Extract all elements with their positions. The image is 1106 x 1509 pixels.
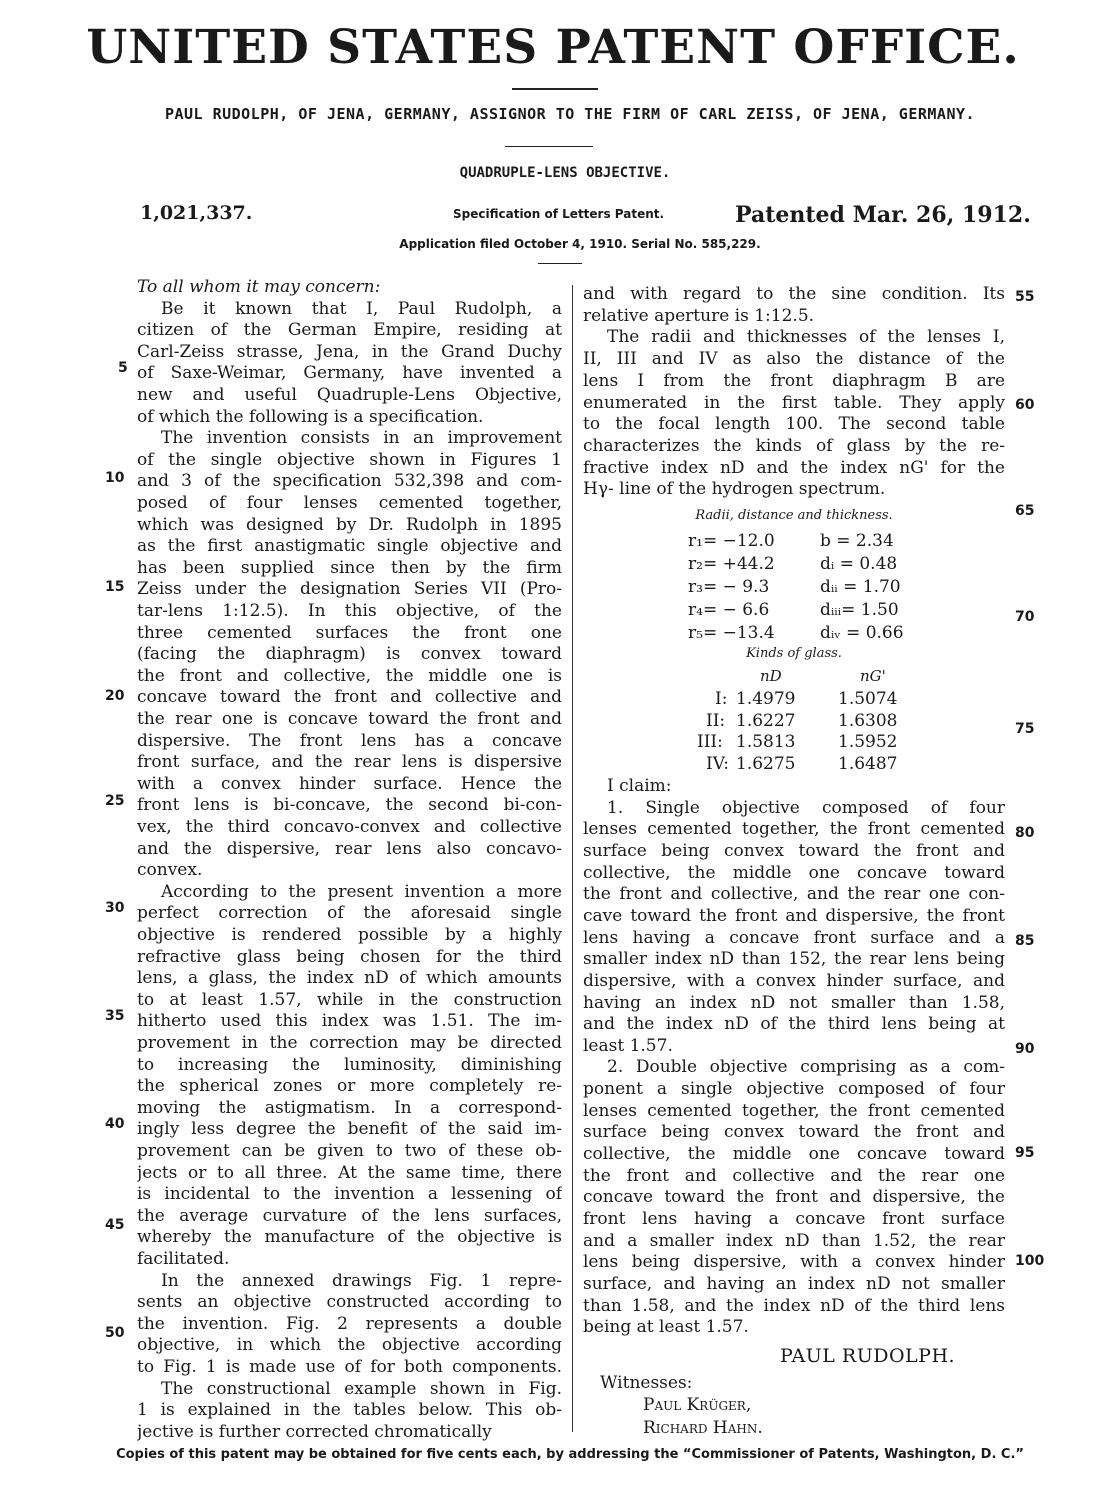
line-number: 25 [105,793,125,809]
line-number: 55 [1015,289,1035,305]
text-line: The radii and thicknesses of the lenses I, [607,327,1005,348]
glass-table-title: Kinds of glass. [746,646,842,661]
inventor-signature: PAUL RUDOLPH. [780,1345,956,1367]
text-line: Carl-Zeiss strasse, Jena, in the Grand Duchy [137,341,562,362]
assignment-rule [505,146,593,147]
text-line: new and useful Quadruple-Lens Objective, [137,385,562,405]
text-line: concave toward the front and collective and [137,687,562,708]
text-line: jects or to all three. At the same time, there [137,1162,562,1183]
text-line: surface being convex toward the front and [583,840,1005,861]
radius-cell: r₃= − 9.3 [688,577,770,597]
text-line: lenses cemented together, the front cemented [583,819,1005,840]
text-line: and a smaller index nD than 1.52, the rear [583,1230,1005,1251]
text-line: 1. Single objective composed of four [607,797,1005,818]
text-line: refractive glass being chosen for the third [137,946,562,967]
glass-ng-value: 1.6487 [838,753,898,774]
line-number: 45 [105,1217,125,1233]
column-divider [572,285,573,1432]
thickness-cell: dᵢᵥ = 0.66 [820,623,904,643]
text-line: being at least 1.57. [583,1317,749,1338]
glass-lens-label: IV: [706,753,730,774]
text-line: citizen of the German Empire, residing at [137,320,562,341]
text-line: least 1.57. [583,1035,673,1056]
text-line: objective is rendered possible by a highly [137,925,562,945]
specification-label: Specification of Letters Patent. [453,207,665,221]
text-line: smaller index nD than 152, the rear lens being [583,949,1005,970]
text-line: and the index nD of the third lens being at [583,1014,1005,1035]
text-line: the front and collective, and the rear one con- [583,884,1005,905]
text-line: and 3 of the specification 532,398 and com- [137,471,562,492]
text-line: cave toward the front and dispersive, the front [583,905,1005,926]
assignment-line: PAUL RUDOLPH, OF JENA, GERMANY, ASSIGNOR TO THE FIRM OF CARL ZEISS, OF JENA, GERMANY. [164,105,976,123]
text-line: the spherical zones or more completely re- [137,1076,562,1097]
text-line: lens I from the front diaphragm B are [583,370,1005,391]
line-number: 20 [105,688,125,704]
text-line: hitherto used this index was 1.51. The im- [137,1011,562,1032]
text-line: According to the present invention a more [161,881,562,902]
text-line: to the focal length 100. The second table [583,414,1005,435]
text-line: lens having a concave front surface and a [583,927,1005,948]
text-line: dispersive, with a convex hinder surface, and [583,970,1005,991]
line-number: 5 [118,360,128,376]
thickness-cell: dᵢᵢᵢ= 1.50 [820,600,899,620]
text-line: dispersive. The front lens has a concave [137,730,562,751]
text-line: and with regard to the sine condition. Its [583,284,1005,304]
thickness-cell: dᵢᵢ = 1.70 [820,577,901,597]
witness-name: Richard Hahn. [643,1418,763,1438]
text-line: moving the astigmatism. In a correspond- [137,1097,562,1118]
glass-lens-label: II: [706,710,726,731]
text-line: fractive index nD and the index nG' for the [583,457,1005,478]
text-line: relative aperture is 1:12.5. [583,305,815,326]
text-line: To all whom it may concern: [137,277,381,297]
text-line: lens being dispersive, with a convex hinder [583,1252,1005,1273]
text-line: lenses cemented together, the front cemented [583,1100,1005,1121]
text-line: provement in the correction may be directed [137,1033,562,1053]
line-number: 60 [1015,397,1035,413]
line-number: 65 [1015,503,1035,519]
radius-cell: r₁= −12.0 [688,531,775,551]
text-line: sents an objective constructed according to [137,1292,562,1313]
text-line: posed of four lenses cemented together, [137,493,562,513]
radius-cell: r₂= +44.2 [688,554,775,574]
thickness-cell: dᵢ = 0.48 [820,554,898,574]
text-line: collective, the middle one concave toward [583,1144,1005,1165]
witness-name: Paul Krüger, [643,1395,752,1415]
line-number: 95 [1015,1145,1035,1161]
text-line: surface, and having an index nD not smaller [583,1273,1005,1294]
text-line: front surface, and the rear lens is dispersive [137,752,562,773]
text-line: vex, the third concavo-convex and collective [137,817,562,837]
glass-col-ng: nG' [860,667,886,685]
text-line: the front and collective and the rear one [583,1165,1005,1186]
text-line: In the annexed drawings Fig. 1 repre- [161,1270,562,1291]
office-title: UNITED STATES PATENT OFFICE. [86,20,1020,75]
line-number: 80 [1015,825,1035,841]
text-line: facilitated. [137,1249,230,1269]
footer-note: Copies of this patent may be obtained for five cents each, by addressing the “Commissioner of Patents, Washington, D. C.” [116,1447,1024,1462]
text-line: front lens having a concave front surface [583,1209,1005,1229]
text-line: ponent a single objective composed of four [583,1079,1005,1100]
line-number: 10 [105,470,125,486]
text-line: collective, the middle one concave toward [583,862,1005,883]
text-line: II, III and IV as also the distance of the [583,349,1005,370]
glass-ng-value: 1.5074 [838,689,898,709]
line-number: 15 [105,579,125,595]
glass-nd-value: 1.4979 [736,689,796,709]
text-line: three cemented surfaces the front one [137,622,562,643]
text-line: (facing the diaphragm) is convex toward [137,644,562,665]
text-line: of the single objective shown in Figures 1 [137,449,562,470]
text-line: to at least 1.57, while in the construction [137,989,562,1010]
radius-cell: r₄= − 6.6 [688,600,770,620]
title-rule [512,88,598,90]
glass-ng-value: 1.6308 [838,710,898,731]
glass-lens-label: I: [715,689,728,709]
thickness-cell: b = 2.34 [820,531,894,551]
glass-nd-value: 1.5813 [736,732,796,752]
text-line: than 1.58, and the index nD of the third lens [583,1295,1005,1316]
text-line: The constructional example shown in Fig. [161,1378,562,1399]
text-line: concave toward the front and dispersive, the [583,1187,1005,1208]
application-rule [538,263,582,264]
line-number: 70 [1015,609,1035,625]
patent-number: 1,021,337. [140,202,253,224]
glass-ng-value: 1.5952 [838,732,898,752]
text-line: front lens is bi-concave, the second bi-con- [137,795,562,816]
patented-date: Patented Mar. 26, 1912. [735,202,1031,228]
text-line: lens, a glass, the index nD of which amounts [137,968,562,989]
glass-lens-label: III: [697,732,723,752]
text-line: convex. [137,860,203,881]
text-line: whereby the manufacture of the objective is [137,1227,562,1248]
text-line: having an index nD not smaller than 1.58, [583,992,1005,1013]
line-number: 40 [105,1116,125,1132]
patent-subject: QUADRUPLE-LENS OBJECTIVE. [459,165,671,181]
text-line: surface being convex toward the front and [583,1122,1005,1143]
text-line: 2. Double objective comprising as a com- [607,1057,1005,1078]
line-number: 75 [1015,721,1035,737]
text-line: The invention consists in an improvement [161,428,562,449]
radius-cell: r₅= −13.4 [688,623,775,643]
text-line: jective is further corrected chromatically [137,1421,492,1442]
application-line: Application filed October 4, 1910. Serial No. 585,229. [399,237,761,251]
text-line: has been supplied since then by the firm [137,557,562,578]
line-number: 85 [1015,933,1035,949]
witnesses-label: Witnesses: [600,1373,693,1393]
text-line: perfect correction of the aforesaid single [137,903,562,924]
text-line: which was designed by Dr. Rudolph in 1895 [137,514,562,535]
glass-nd-value: 1.6275 [736,753,796,774]
text-line: enumerated in the first table. They apply [583,392,1005,413]
text-line: characterizes the kinds of glass by the re- [583,435,1005,456]
line-number: 90 [1015,1041,1035,1057]
text-line: to Fig. 1 is made use of for both components. [137,1357,562,1377]
glass-nd-value: 1.6227 [736,710,796,731]
text-line: of which the following is a specification. [137,406,484,427]
text-line: the average curvature of the lens surfaces, [137,1205,562,1226]
text-line: tar-lens 1:12.5). In this objective, of the [137,601,562,621]
text-line: and the dispersive, rear lens also concavo- [137,838,562,859]
line-number: 100 [1015,1253,1045,1269]
text-line: 1 is explained in the tables below. This ob- [137,1400,562,1421]
text-line: Zeiss under the designation Series VII (Pro- [137,579,562,600]
text-line: the invention. Fig. 2 represents a double [137,1313,562,1334]
text-line: of Saxe-Weimar, Germany, have invented a [137,363,562,384]
text-line: to increasing the luminosity, diminishing [137,1054,562,1075]
line-number: 50 [105,1325,125,1341]
text-line: I claim: [607,776,672,796]
text-line: the rear one is concave toward the front and [137,709,562,729]
text-line: with a convex hinder surface. Hence the [137,773,562,794]
text-line: Be it known that I, Paul Rudolph, a [161,298,562,319]
text-line: Hγ- line of the hydrogen spectrum. [583,479,886,500]
text-line: is incidental to the invention a lessening of [137,1184,562,1205]
text-line: provement can be given to two of these ob- [137,1141,562,1161]
text-line: the front and collective, the middle one is [137,665,562,686]
glass-col-nd: nD [760,667,782,685]
radii-table-title: Radii, distance and thickness. [695,508,893,523]
line-number: 30 [105,900,125,916]
text-line: objective, in which the objective according [137,1335,562,1356]
line-number: 35 [105,1008,125,1024]
text-line: as the first anastigmatic single objective and [137,536,562,557]
text-line: ingly less degree the benefit of the said im- [137,1119,562,1140]
